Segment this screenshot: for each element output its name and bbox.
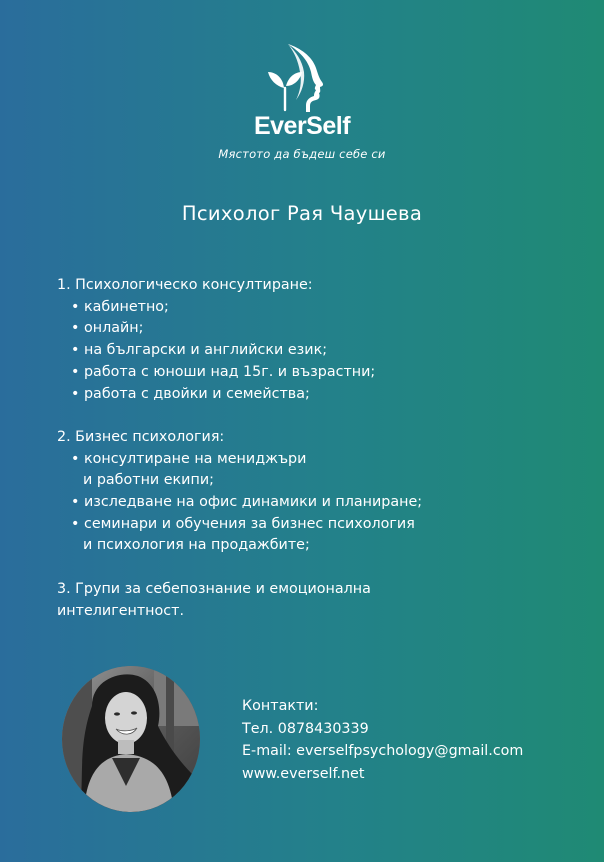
section-heading-continuation: интелигентност. xyxy=(57,602,185,619)
portrait-photo xyxy=(62,666,200,812)
list-item: • на български и английски език; xyxy=(71,342,328,359)
logo-face-leaf-icon xyxy=(266,42,330,112)
contacts-heading: Контакти: xyxy=(242,698,319,714)
brand-name: EverSelf xyxy=(253,112,351,140)
list-item: • онлайн; xyxy=(71,320,144,337)
list-item: • консултиране на мениджъри xyxy=(71,450,307,467)
list-item: • семинари и обучения за бизнес психология xyxy=(71,515,415,532)
contacts-block xyxy=(242,695,523,785)
section-heading: 2. Бизнес психология: xyxy=(57,428,225,445)
brand-tagline: Мястото да бъдеш себе си xyxy=(218,147,386,161)
list-item: • работа с юноши над 15г. и възрастни; xyxy=(71,363,376,380)
contact-phone: Тел. 0878430339 xyxy=(242,720,369,737)
contact-email: E-mail: everselfpsychology@gmail.com xyxy=(242,743,524,759)
section-heading: 1. Психологическо консултиране: xyxy=(57,277,313,293)
list-item-continuation: и психология на продажбите; xyxy=(83,537,310,554)
services-list xyxy=(57,275,577,622)
contact-website: www.everself.net xyxy=(242,765,365,782)
page-title: Психолог Рая Чаушева xyxy=(181,202,423,225)
section-heading: 3. Групи за себепознание и емоционална xyxy=(57,580,371,597)
list-item: • работа с двойки и семейства; xyxy=(71,385,310,402)
list-item-continuation: и работни екипи; xyxy=(83,472,214,489)
list-item: • кабинетно; xyxy=(71,298,169,315)
list-item: • изследване на офис динамики и планиране; xyxy=(71,494,423,511)
